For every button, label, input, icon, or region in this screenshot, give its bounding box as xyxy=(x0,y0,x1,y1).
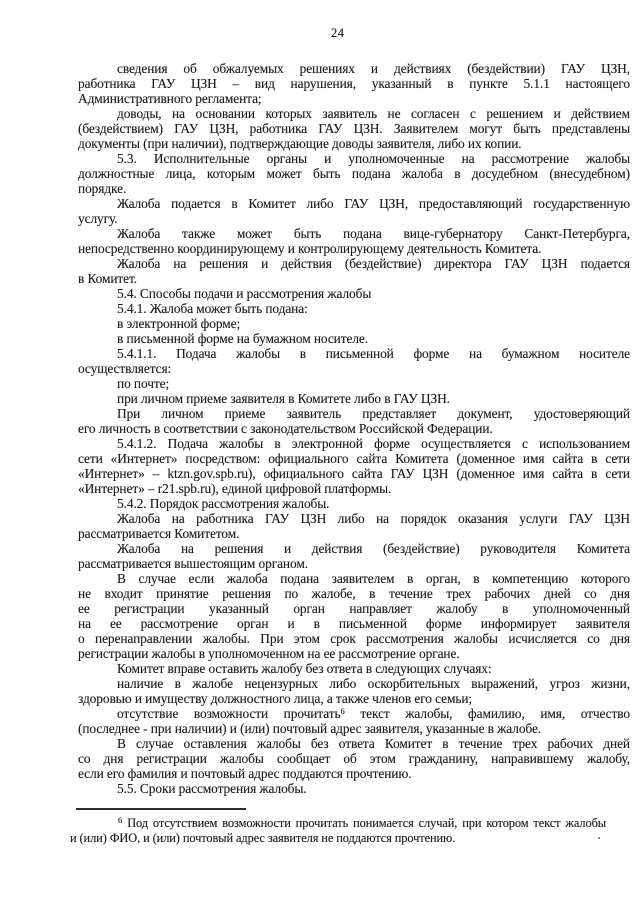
text-line: 5.4.1. Жалоба может быть подана: xyxy=(117,301,308,316)
text-line: если его фамилия и почтовый адрес поддаются прочтению. xyxy=(78,766,412,781)
text-line: не входит принятие решения по жалобе, в течение трех рабочих дней со дня xyxy=(78,586,630,601)
text-line: «Интернет» – ktzn.gov.spb.ru), официального сайта ГАУ ЦЗН (доменное имя сайта в сети xyxy=(78,466,630,481)
text-line: 5.4.1.1. Подача жалобы в письменной форме на бумажном носителе xyxy=(117,346,630,361)
text-line: наличие в жалобе нецензурных либо оскорбительных выражений, угроз жизни, xyxy=(117,676,630,691)
text-line: сети «Интернет» посредством: официального сайта Комитета (доменное имя сайта в сети xyxy=(78,451,630,466)
text-line: При личном приеме заявитель представляет документ, удостоверяющий xyxy=(117,406,630,421)
text-line: Жалоба также может быть подана вице-губернатору Санкт-Петербурга, xyxy=(117,226,630,241)
text-line: 5.4. Способы подачи и рассмотрения жалобы xyxy=(117,286,372,301)
text-line: ее регистрации указанный орган направляет жалобу в уполномоченный xyxy=(78,601,630,616)
text-line: Жалоба на решения и действия (бездействие) директора ГАУ ЦЗН подается xyxy=(117,256,630,271)
footnote-reference: 6 xyxy=(340,706,345,716)
text-line: о перенаправлении жалобы. При этом срок рассмотрения жалобы исчисляется со дня xyxy=(78,631,630,646)
text-line: услугу. xyxy=(78,211,118,226)
text-line: документы (при наличии), подтверждающие доводы заявителя, либо их копии. xyxy=(78,136,522,151)
text-line: в Комитет. xyxy=(78,271,138,286)
text-line: доводы, на основании которых заявитель не согласен с решением и действием xyxy=(117,106,630,121)
text-line: рассматривается вышестоящим органом. xyxy=(78,556,308,571)
text-line: (бездействием) ГАУ ЦЗН, работника ГАУ ЦЗН. Заявителем могут быть представлены xyxy=(78,121,630,136)
footnote-line: и (или) ФИО, и (или) почтовый адрес заявителя не поддаются прочтению. xyxy=(70,831,456,845)
text-line: в электронной форме; xyxy=(117,316,241,331)
text-line: 5.5. Сроки рассмотрения жалобы. xyxy=(117,781,307,796)
scan-artifact-speck xyxy=(598,837,600,839)
text-line: «Интернет» – r21.spb.ru), единой цифровой платформы. xyxy=(78,481,392,496)
text-line: по почте; xyxy=(117,376,170,391)
text-line: регистрации жалобы в уполномоченном на ее рассмотрение органе. xyxy=(78,646,460,661)
footnote xyxy=(70,816,606,846)
text-line: 5.4.2. Порядок рассмотрения жалобы. xyxy=(117,496,330,511)
text-line: на ее рассмотрение орган и в письменной форме информирует заявителя xyxy=(78,616,630,631)
text-line: порядке. xyxy=(78,181,127,196)
text-line: 5.4.1.2. Подача жалобы в электронной форме осуществляется с использованием xyxy=(117,436,630,451)
footnote-reference: 6 xyxy=(118,816,123,825)
text-line: со дня регистрации жалобы сообщает об этом гражданину, направившему жалобу, xyxy=(78,751,630,766)
text-line: Комитет вправе оставить жалобу без ответа в следующих случаях: xyxy=(117,661,492,676)
text-line: должностные лица, которым может быть подана жалоба в досудебном (внесудебном) xyxy=(78,166,630,181)
text-line: здоровью и имуществу должностного лица, а также членов его семьи; xyxy=(78,691,473,706)
text-line: осуществляется: xyxy=(78,361,172,376)
text-line: В случае оставления жалобы без ответа Комитет в течение трех рабочих дней xyxy=(117,736,630,751)
footnote-separator xyxy=(76,808,246,810)
text-line: сведения об обжалуемых решениях и действиях (бездействии) ГАУ ЦЗН, xyxy=(117,61,630,76)
page-number: 24 xyxy=(331,26,345,40)
text-line: работника ГАУ ЦЗН – вид нарушения, указанный в пункте 5.1.1 настоящего xyxy=(78,76,630,91)
text-line: Административного регламента; xyxy=(78,91,262,106)
text-line: 5.3. Исполнительные органы и уполномоченные на рассмотрение жалобы xyxy=(117,151,630,166)
footnote-line: $^6$ Под отсутствием возможности прочитать понимается случай, при котором текст жалобы xyxy=(118,816,606,830)
text-line: Жалоба на работника ГАУ ЦЗН либо на порядок оказания услуги ГАУ ЦЗН xyxy=(117,511,630,526)
text-line: (последнее - при наличии) и (или) почтовый адрес заявителя, указанные в жалобе. xyxy=(78,721,542,736)
text-line: Жалоба на решения и действия (бездействие) руководителя Комитета xyxy=(117,541,630,556)
text-line: В случае если жалоба подана заявителем в орган, в компетенцию которого xyxy=(117,571,630,586)
text-line: отсутствие возможности прочитать$^6$ текст жалобы, фамилию, имя, отчество xyxy=(117,706,630,721)
text-line: непосредственно координирующему и контролирующему деятельность Комитета. xyxy=(78,241,542,256)
text-line: при личном приеме заявителя в Комитете либо в ГАУ ЦЗН. xyxy=(117,391,450,406)
document-body xyxy=(78,61,630,796)
text-line: рассматривается Комитетом. xyxy=(78,526,240,541)
text-line: в письменной форме на бумажном носителе. xyxy=(117,331,368,346)
text-line: Жалоба подается в Комитет либо ГАУ ЦЗН, предоставляющий государственную xyxy=(117,196,630,211)
text-line: его личность в соответствии с законодательством Российской Федерации. xyxy=(78,421,493,436)
